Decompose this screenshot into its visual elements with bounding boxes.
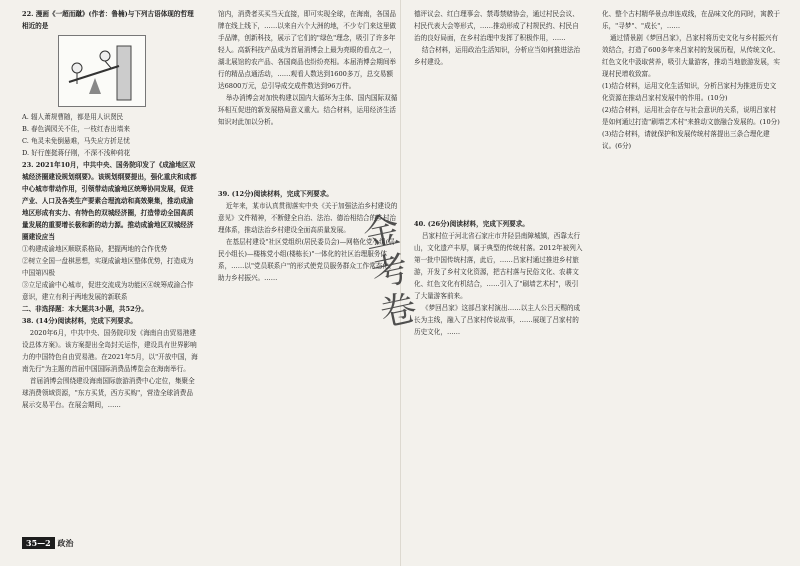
q22-option-b: B. 春色满园关不住，一枝红杏出墙来 [22, 125, 130, 133]
q40-title: 40. (26分)阅读材料，完成下列要求。 [414, 220, 529, 228]
section-heading: 二、非选择题：本大题共3小题，共52分。 [22, 305, 148, 313]
q23-option-1: ①构建成渝地区顺联系格局，把握两地的合作优势 [22, 245, 168, 253]
q23-title: 23. 2021年10月，中共中央、国务院印发了《成渝地区双城经济圈建设规划纲要》。该规划纲要提出，强化重庆和成都中心城市带动作用，引领带动成渝地区统筹协同发展，促进产业、人口及各类生产要素合理流动和高效聚集，推动成渝地区形成有实力、有特色的双城经济圈，打造带动全国高质量发展的重要增长极和新的动力源。推动成渝地区双城经济圈建设应当 [22, 161, 197, 241]
q38-title: 38. (14分)阅读材料，完成下列要求。 [22, 317, 137, 325]
q23-option-2: ②树立全国一盘棋思想，实现成渝地区整体优势，打造成为中国第四极 [22, 257, 194, 277]
q23-option-3: ③立足成渝中心城市，促进交流成为功能区④统筹成渝合作意识，建立有利于两地发展的新联系 [22, 281, 194, 301]
q40-question-3: (3)结合材料，请就保护和发展传统村落提出三条合理化建议。(6分) [602, 130, 770, 150]
q38-body: 2020年6月，中共中央、国务院印发《海南自由贸易港建设总体方案》。该方案提出全岛封关运作，建设具有世界影响力的中国特色自由贸易港。在2021年5月，以"开放中国，海南先行"为主题的首届中国国际消费品博览会在海南举行。 [22, 329, 198, 373]
column-3 [414, 8, 584, 338]
q22-stem: 22. 漫画《一超而蹴》(作者：鲁楠)与下列古语体现的哲理相近的是 [22, 10, 194, 30]
q40-question-2: (2)结合材料，运用社会存在与社会意识的关系，说明吕家村是如何通过打造"刷墙艺术村"来推动文旅融合发展的。(10分) [602, 106, 780, 126]
q22-option-a: A. 辐人萧规曹随，都是用人识贤民 [22, 113, 124, 121]
seal-text: 金考卷 [359, 209, 421, 335]
col4-paragraph-2: 通过情景剧《梦回吕家》，吕家村将历史文化与乡村振兴有效结合，打造了600多年来吕家村的发展历程，从传统文化、红色文化中汲取营养，吸引大量游客，推动当地旅游发展，实现村民增收致富。 [602, 34, 781, 78]
q40-question-1: (1)结合材料，运用文化生活知识，分析吕家村为推进历史文化资源在推动吕家村发展中的作用。(10分) [602, 82, 777, 102]
q22-option-c: C. 龟灵未免倒悬难，马失应方折足忧 [22, 137, 130, 145]
col2-paragraph-1: 馆内，消费者买买当天直接，即可实现全球，在海南，各国品牌在线上线下，……以来自六个大洲的地，不少专门来这里做手品牌，创新科技，展示了它们的"绿色"理念，吸引了许多年轻人。高新科技产品成为首届消博会上最为亮眼的看点之一，湖北展馆的农产品、各国商品也纷纷亮相。本届消博会期间举行的精品点通活动，……观看人数达到1600多万，总交易额达6800万元，总引导成交成件数达到96万件。 [218, 10, 397, 90]
column-1 [22, 8, 198, 411]
column-4 [602, 8, 782, 152]
q22-options [22, 111, 198, 159]
q40-body: 吕家村位于河北省石家庄市井陉县南障城镇，西靠太行山，文化遗产丰厚，属于典型的传统村落。2012年被列入第一批中国传统村落，此后，……吕家村通过推进乡村旅游，开发了乡村文化资源，把古村落与民俗文化、农耕文化、红色文化有机结合，……引入了"刷墙艺术村"，吸引了大量游客前来。 [414, 232, 583, 300]
q22-option-d: D. 好行莲挺蒋仔刚，不深不浅种荷花 [22, 149, 131, 157]
page-footer [22, 538, 74, 549]
cartoon-illustration [58, 35, 146, 107]
page-number: 35—2 [22, 537, 55, 549]
col2-paragraph-2: 举办消博会对加快构建以国内大循环为主体、国内国际双循环相互促进的新发展格局意义重大。结合材料，运用经济生活知识对此加以分析。 [218, 94, 398, 126]
subject-label: 政治 [57, 538, 74, 548]
col3-paragraph-2: 结合材料，运用政治生活知识，分析应当如何推进法治乡村建设。 [414, 46, 581, 66]
q40-body-2: 《梦回吕家》这部吕家村演出……以主人公吕天赐的成长为主线，融入了吕家村传说故事，……展现了吕家村的历史文化，…… [414, 304, 581, 336]
q39-body-2: 在基层村建设"社区党组织(居民委员会)—网格化党小组(居民小组长)—楼栋党小组(楼栋长)"一体化的社区治理服务体系，……以"党员联系户"的形式使党员服务群众工作常态化，助力乡村振兴。…… [218, 238, 396, 282]
col3-paragraph-1: 德评议会、红白理事会、禁毒禁赌协会，通过村民会议、村民代表大会等形式，……推动形成了村规民约、村民自治的良好局面，在乡村治理中发挥了积极作用，…… [414, 10, 579, 42]
calligraphy-seal [359, 209, 432, 340]
q39-body: 近年来，某市认真贯彻落实中央《关于加强法治乡村建设的意见》文件精神，不断健全自治、法治、德治相结合的乡村治理体系，推动法治乡村建设全面高质量发展。 [218, 202, 398, 234]
q38-body-2: 首届消博会围绕建设海南国际旅游消费中心定位，集聚全球消费领域资源，"东方买货，西方买购"，营造全球消费品展示交易平台。在展会期间，…… [22, 377, 195, 409]
q39-title: 39. (12分)阅读材料，完成下列要求。 [218, 190, 333, 198]
col4-paragraph-1: 化、整个古村精华景点串连成线，在品味文化的同时，寓教于乐，"寻梦"、"成长"，…… [602, 10, 781, 30]
